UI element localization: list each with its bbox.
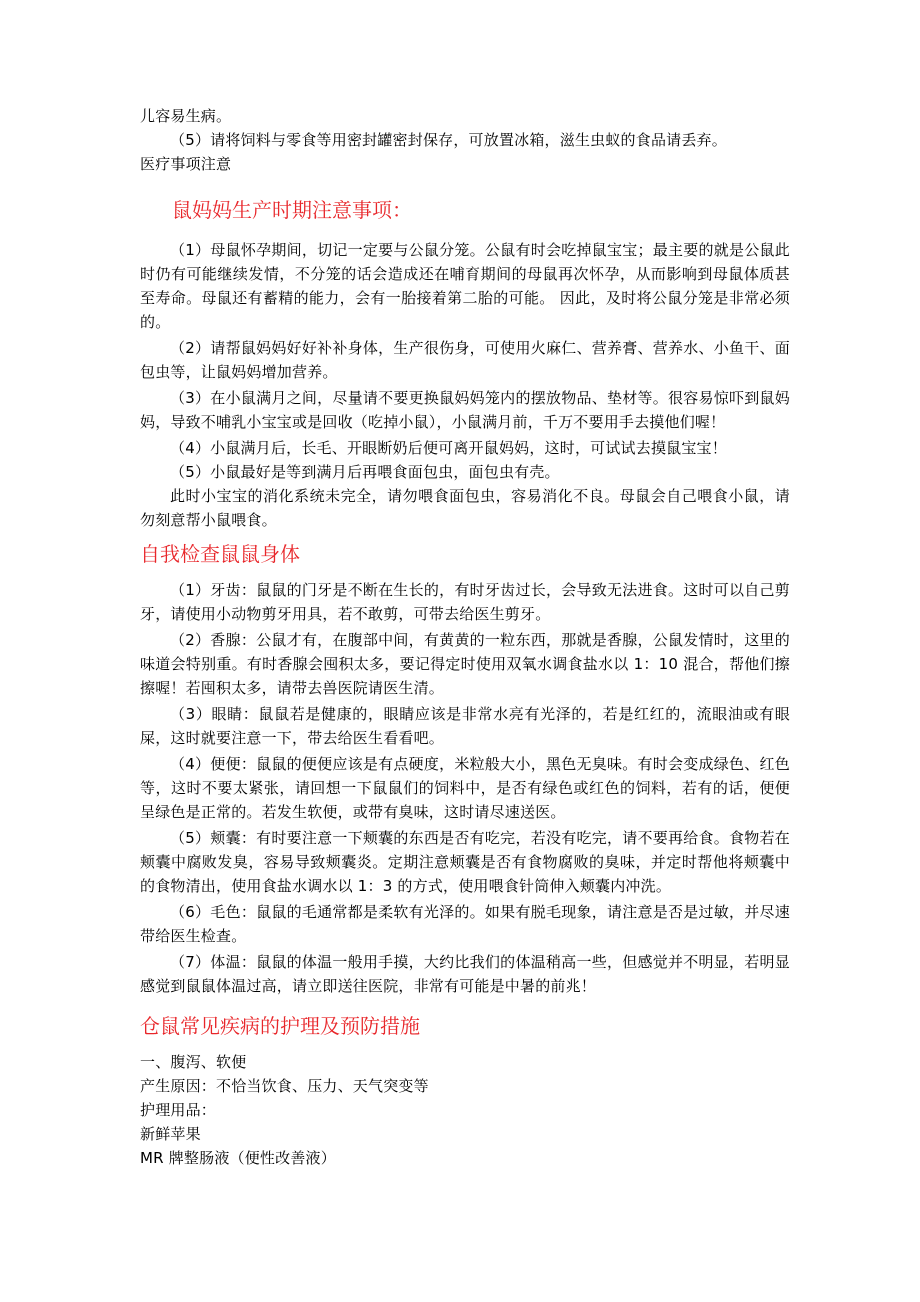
mother-paragraph-6: 此时小宝宝的消化系统未完全，请勿喂食面包虫，容易消化不良。母鼠会自己喂食小鼠，请勿刻意帮小鼠喂食。 [140,487,790,529]
care-supply-apple: 新鲜苹果 [140,1125,201,1143]
document-page [140,104,790,1170]
check-teeth: （1）牙齿：鼠鼠的门牙是不断在生长的，有时牙齿过长，会导致无法进食。这时可以自己剪牙，请使用小动物剪牙用具，若不敢剪，可带去给医生剪牙。 [140,581,790,623]
disease-item-heading: 一、腹泻、软便 [140,1053,247,1071]
care-supplies-label: 护理用品： [140,1101,217,1119]
intro-line-3: 医疗事项注意 [140,155,232,173]
check-temperature: （7）体温：鼠鼠的体温一般用手摸，大约比我们的体温稍高一些，但感觉并不明显，若明显感觉到鼠鼠体温过高，请立即送往医院，非常有可能是中暑的前兆！ [140,953,790,995]
mother-paragraph-4: （4）小鼠满月后，长毛、开眼断奶后便可离开鼠妈妈，这时，可试试去摸鼠宝宝！ [170,439,727,457]
check-fur: （6）毛色：鼠鼠的毛通常都是柔软有光泽的。如果有脱毛现象，请注意是否是过敏，并尽速带给医生检查。 [140,903,790,945]
check-cheek-pouch: （5）颊囊：有时要注意一下颊囊的东西是否有吃完，若没有吃完，请不要再给食。食物若在颊囊中腐败发臭，容易导致颊囊炎。定期注意颊囊是否有食物腐败的臭味，并定时帮他将颊囊中的食物清出，使用食盐水调水以 1：3 的方式，使用喂食针筒伸入颊囊内冲洗。 [140,829,790,895]
check-scent-gland: （2）香腺：公鼠才有，在腹部中间，有黄黄的一粒东西，那就是香腺，公鼠发情时，这里的味道会特别重。有时香腺会囤积太多，要记得定时使用双氧水调食盐水以 1：10 混合，帮他们擦擦喔！若囤积太多，请带去兽医院请医生清。 [140,631,790,697]
check-eyes: （3）眼睛：鼠鼠若是健康的，眼睛应该是非常水亮有光泽的，若是红红的，流眼油或有眼屎，这时就要注意一下，带去给医生看看吧。 [140,705,790,747]
intro-line-1: 儿容易生病。 [140,107,232,125]
mother-paragraph-3: （3）在小鼠满月之间，尽量请不要更换鼠妈妈笼内的摆放物品、垫材等。很容易惊吓到鼠妈妈，导致不哺乳小宝宝或是回收（吃掉小鼠），小鼠满月前，千万不要用手去摸他们喔！ [140,389,790,431]
section-title-mother: 鼠妈妈生产时期注意事项： [172,198,412,222]
mother-paragraph-5: （5）小鼠最好是等到满月后再喂食面包虫，面包虫有壳。 [170,463,560,481]
check-stool: （4）便便：鼠鼠的便便应该是有点硬度，米粒般大小，黑色无臭味。有时会变成绿色、红色等，这时不要太紧张，请回想一下鼠鼠们的饲料中，是否有绿色或红色的饲料，若有的话，便便呈绿色是正常的。若发生软便，或带有臭味，这时请尽速送医。 [140,755,790,821]
mother-paragraph-2: （2）请帮鼠妈妈好好补补身体，生产很伤身，可使用火麻仁、营养膏、营养水、小鱼干、面包虫等，让鼠妈妈增加营养。 [140,339,790,381]
mother-paragraph-1: （1）母鼠怀孕期间，切记一定要与公鼠分笼。公鼠有时会吃掉鼠宝宝；最主要的就是公鼠此时仍有可能继续发情，不分笼的话会造成还在哺育期间的母鼠再次怀孕，从而影响到母鼠体质甚至寿命。母鼠还有蓄精的能力，会有一胎接着第二胎的可能。 因此，及时将公鼠分笼是非常必须的。 [140,241,790,331]
section-title-diseases: 仓鼠常见疾病的护理及预防措施 [140,1014,420,1038]
section-title-self-check: 自我检查鼠鼠身体 [140,542,300,566]
intro-line-2: （5）请将饲料与零食等用密封罐密封保存，可放置冰箱，滋生虫蚁的食品请丢弃。 [170,131,727,149]
care-supply-mr: MR 牌整肠液（便性改善液） [140,1149,336,1167]
disease-cause: 产生原因：不恰当饮食、压力、天气突变等 [140,1077,429,1095]
